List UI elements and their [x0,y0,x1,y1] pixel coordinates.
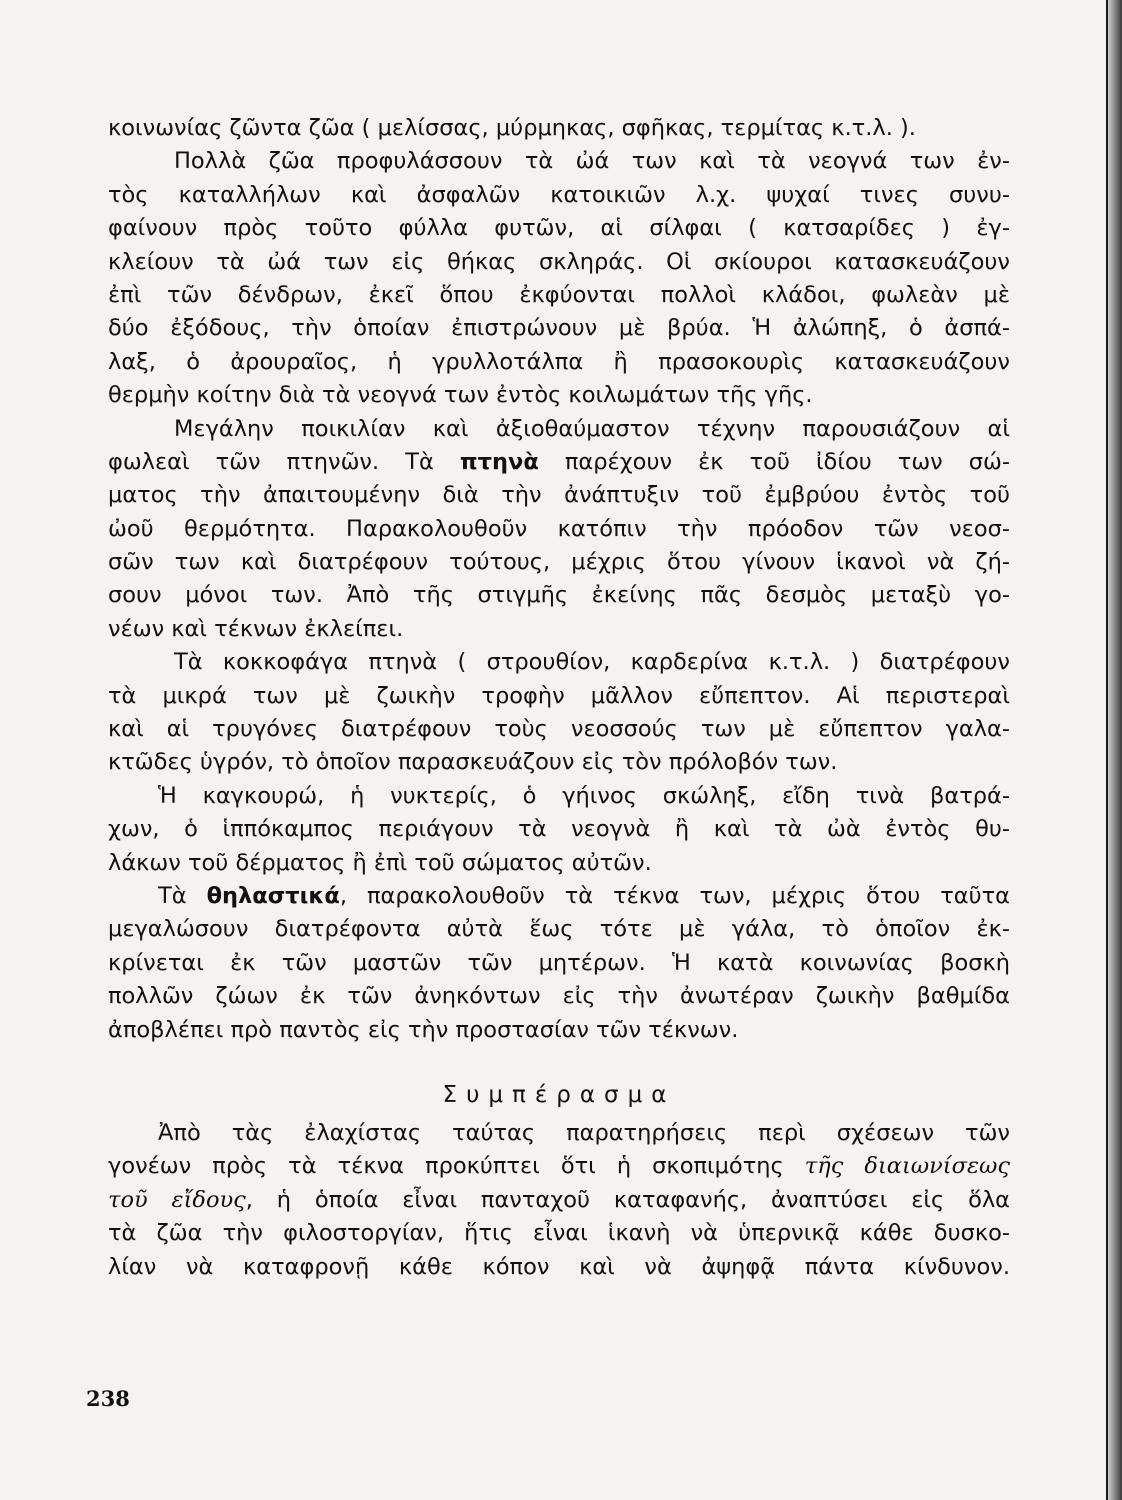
text-line: τὰ μικρά των μὲ ζωικὴν τροφὴν μᾶλλον εὔπεπτον. Αἱ περιστεραὶ [108,682,1010,709]
section-heading: Συμπέρασμα [442,1081,676,1108]
text-segment: γονέων πρὸς τὰ τέκνα προκύπτει ὅτι ἡ σκοπιμότης [108,1153,805,1180]
text-line: κοινωνίας ζῶντα ζῶα ( μελίσσας, μύρμηκας, σφῆκας, τερμίτας κ.τ.λ. ). [108,115,916,141]
text-line: τὸς καταλλήλων καὶ ἀσφαλῶν κατοικιῶν λ.χ. ψυχαί τινες συνυ- [108,181,1010,208]
text-line: λάκων τοῦ δέρματος ἢ ἐπὶ τοῦ σώματος αὐτῶν. [108,849,652,876]
text-line: κλείουν τὰ ὠά των εἰς θήκας σκληράς. Οἱ σκίουροι κατασκευάζουν [108,248,1010,275]
text-line: λαξ, ὁ ἀρουραῖος, ἡ γρυλλοτάλπα ἢ πρασοκουρὶς κατασκευάζουν [108,348,1010,375]
page-number: 238 [86,1386,130,1411]
text-line: κτῶδες ὑγρόν, τὸ ὁποῖον παρασκευάζουν εἰς τὸν πρόλοβόν των. [108,749,838,776]
text-line: λίαν νὰ καταφρονῇ κάθε κόπον καὶ νὰ ἀψηφᾷ πάντα κίνδυνον. [108,1253,1010,1280]
text-segment: παρέχουν ἐκ τοῦ ἰδίου των σώ- [538,448,1010,475]
text-segment: Τὰ [158,882,207,909]
text-line: κρίνεται ἐκ τῶν μαστῶν τῶν μητέρων. Ἡ κατὰ κοινωνίας βοσκὴ [108,949,1010,976]
text-segment: φωλεαὶ τῶν πτηνῶν. Τὰ [108,448,460,475]
text-line: ἀποβλέπει πρὸ παντὸς εἰς τὴν προστασίαν τῶν τέκνων. [108,1016,739,1043]
text-line: θερμὴν κοίτην διὰ τὰ νεογνά των ἐντὸς κοιλωμάτων τῆς γῆς. [108,382,813,409]
bold-term-ptena: πτηνὰ [459,448,539,475]
text-line: καὶ αἱ τρυγόνες διατρέφουν τοὺς νεοσσούς των μὲ εὔπεπτον γαλα- [108,716,1010,743]
text-line: πολλῶν ζώων ἐκ τῶν ἀνηκόντων εἰς τὴν ἀνωτέραν ζωικὴν βαθμίδα [108,983,1010,1010]
text-line: Πολλὰ ζῶα προφυλάσσουν τὰ ὠά των καὶ τὰ νεογνά των ἐν- [174,148,1010,175]
text-line: σῶν των καὶ διατρέφουν τούτους, μέχρις ὅτου γίνουν ἱκανοὶ νὰ ζή- [108,549,1010,576]
text-line: φαίνουν πρὸς τοῦτο φύλλα φυτῶν, αἱ σίλφαι ( κατσαρίδες ) ἐγ- [108,215,1010,242]
text-line: ὠοῦ θερμότητα. Παρακολουθοῦν κατόπιν τὴν πρόοδον τῶν νεοσ- [108,515,1010,542]
text-line: Ἀπὸ τὰς ἐλαχίστας ταύτας παρατηρήσεις περὶ σχέσεων τῶν [158,1119,1010,1146]
text-line [108,446,1010,479]
bold-term-thilastika: θηλαστικά [206,882,340,909]
text-line: χων, ὁ ἱππόκαμπος περιάγουν τὰ νεογνὰ ἢ καὶ τὰ ὠὰ ἐντὸς θυ- [108,816,1010,843]
italic-phrase: τοῦ εἴδους [108,1186,246,1213]
text-line: Τὰ κοκκοφάγα πτηνὰ ( στρουθίον, καρδερίνα κ.τ.λ. ) διατρέφουν [174,649,1010,676]
text-line: ἐπὶ τῶν δένδρων, ἐκεῖ ὅπου ἐκφύονται πολλοὶ κλάδοι, φωλεὰν μὲ [108,281,1010,308]
italic-phrase: τῆς διαιωνίσεως [804,1153,1010,1180]
text-line: μεγαλώσουν διατρέφοντα αὐτὰ ἕως τότε μὲ γάλα, τὸ ὁποῖον ἐκ- [108,916,1010,943]
text-column [108,112,1010,1284]
page-edge [1108,0,1122,1500]
text-line: ματος τὴν ἀπαιτουμένην διὰ τὴν ἀνάπτυξιν τοῦ ἐμβρύου ἐντὸς τοῦ [108,482,1010,509]
text-line [108,1184,1010,1217]
text-segment: , παρακολουθοῦν τὰ τέκνα των, μέχρις ὅτου ταῦτα [339,882,1010,909]
text-line [108,1150,1010,1183]
text-line: τὰ ζῶα τὴν φιλοστοργίαν, ἥτις εἶναι ἱκανὴ νὰ ὑπερνικᾷ κάθε δυσκο- [108,1220,1010,1247]
text-line: σουν μόνοι των. Ἀπὸ τῆς στιγμῆς ἐκείνης πᾶς δεσμὸς μεταξὺ γο- [108,582,1010,609]
text-segment: , ἡ ὁποία εἶναι πανταχοῦ καταφανής, ἀναπτύσει εἰς ὅλα [245,1186,1010,1213]
text-line: Μεγάλην ποικιλίαν καὶ ἀξιοθαύμαστον τέχνην παρουσιάζουν αἱ [174,415,1010,442]
text-line: Ἡ καγκουρώ, ἡ νυκτερίς, ὁ γήινος σκώληξ, εἴδη τινὰ βατρά- [158,782,1010,809]
text-line: δύο ἐξόδους, τὴν ὁποίαν ἐπιστρώνουν μὲ βρύα. Ἡ ἀλώπηξ, ὁ ἀσπά- [108,315,1010,342]
text-line [108,880,1010,913]
text-line: νέων καὶ τέκνων ἐκλείπει. [108,615,404,642]
